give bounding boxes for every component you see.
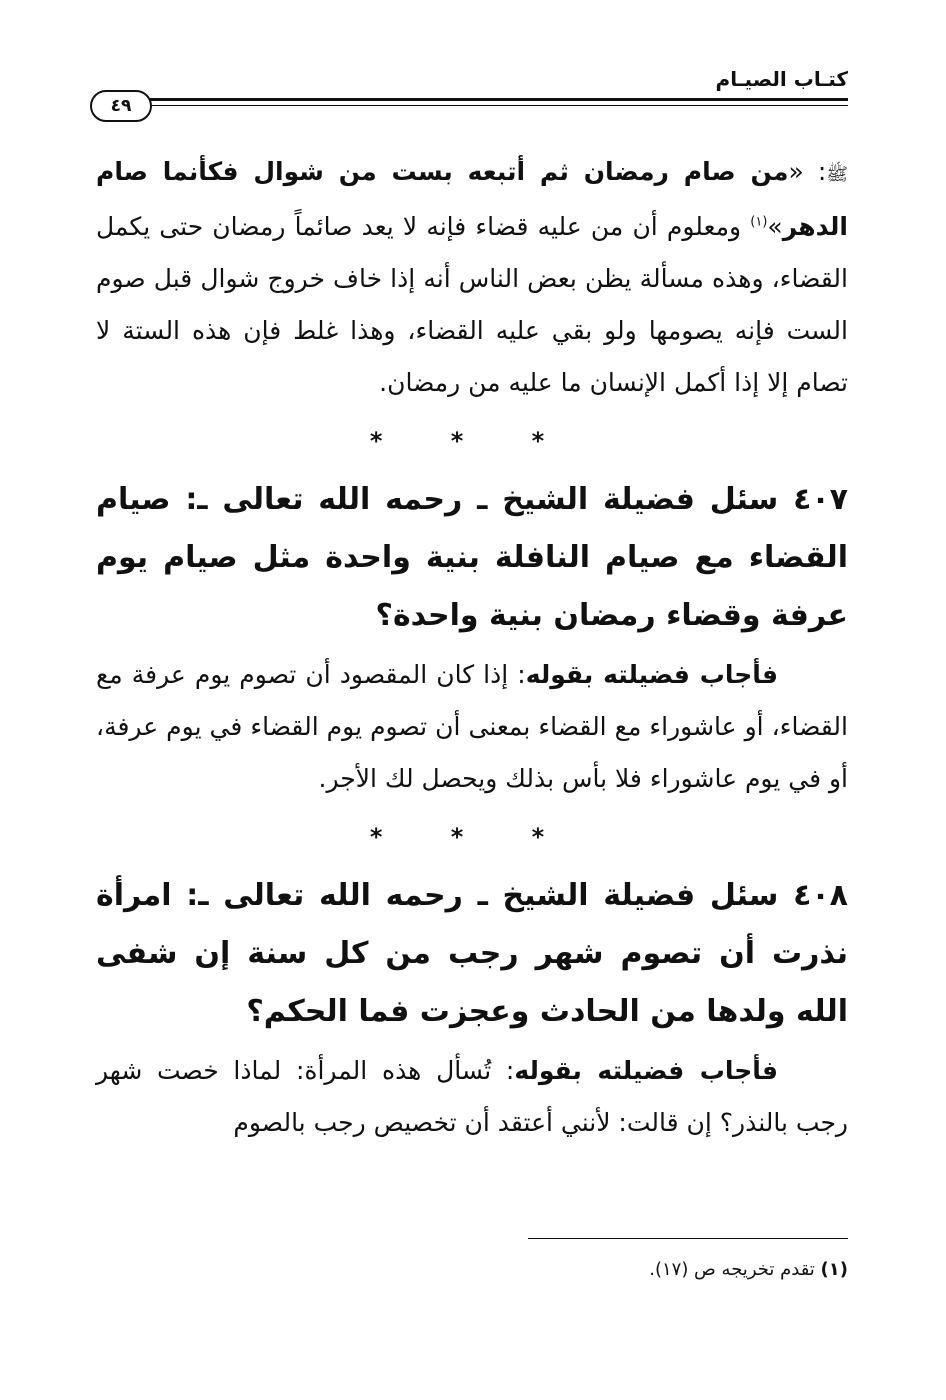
- book-title: كتـاب الصيـام: [715, 67, 848, 91]
- footnote-rule: [528, 1238, 848, 1239]
- answer-407-lead: فأجاب فضيلته بقوله: [525, 660, 778, 689]
- intro-quote-close: »: [767, 212, 783, 241]
- intro-paragraph: [96, 146, 848, 409]
- footnote-mark: (١): [820, 1259, 848, 1280]
- intro-rest: ومعلوم أن من عليه قضاء فإنه لا يعد صائماً رمضان حتى يكمل القضاء، وهذه مسألة يظن بعض الناس أنه إذا خاف خروج شوال قبل صوم الست فإنه يصومها ولو بقي عليه القضاء، وهذا غلط فإن هذه الستة لا تصام إلا إذا أكمل الإنسان ما عليه من رمضان.: [96, 212, 848, 397]
- answer-407-text: : إذا كان المقصود أن تصوم يوم عرفة مع القضاء، أو عاشوراء مع القضاء بمعنى أن تصوم يوم القضاء في يوم عرفة، أو في يوم عاشوراء فلا بأس بذلك ويحصل لك الأجر.: [96, 660, 848, 793]
- footnote: [649, 1256, 848, 1284]
- page-header: [96, 60, 848, 120]
- page-number: ٤٩: [90, 90, 152, 122]
- header-rule-thin: [146, 105, 848, 106]
- honorific-glyph: ﷺ: [826, 164, 848, 185]
- header-rule-thick: [146, 98, 848, 101]
- answer-407: [96, 649, 848, 805]
- book-page: [96, 60, 848, 1380]
- answer-408: [96, 1045, 848, 1149]
- footnote-text: تقدم تخريجه ص (١٧).: [649, 1259, 821, 1280]
- section-separator: * * *: [369, 427, 575, 455]
- answer-408-text: : تُسأل هذه المرأة: لماذا خصت شهر رجب بالنذر؟ إن قالت: لأنني أعتقد أن تخصيص رجب بالصوم: [96, 1056, 848, 1137]
- question-408: ٤٠٨ سئل فضيلة الشيخ ـ رحمه الله تعالى ـ: امرأة نذرت أن تصوم شهر رجب من كل سنة إن شفى الله ولدها من الحادث وعجزت فما الحكم؟: [96, 878, 848, 1029]
- page-content: [96, 146, 848, 1149]
- intro-colon: : «: [788, 157, 827, 186]
- section-separator: * * *: [369, 823, 575, 851]
- answer-408-lead: فأجاب فضيلته بقوله: [514, 1056, 778, 1085]
- hadith-text: من صام رمضان ثم أتبعه بست من شوال فكأنما صام الدهر: [96, 157, 848, 241]
- footnote-reference: (١): [750, 214, 768, 230]
- question-407: ٤٠٧ سئل فضيلة الشيخ ـ رحمه الله تعالى ـ: صيام القضاء مع صيام النافلة بنية واحدة مثل صيام يوم عرفة وقضاء رمضان بنية واحدة؟: [96, 482, 848, 633]
